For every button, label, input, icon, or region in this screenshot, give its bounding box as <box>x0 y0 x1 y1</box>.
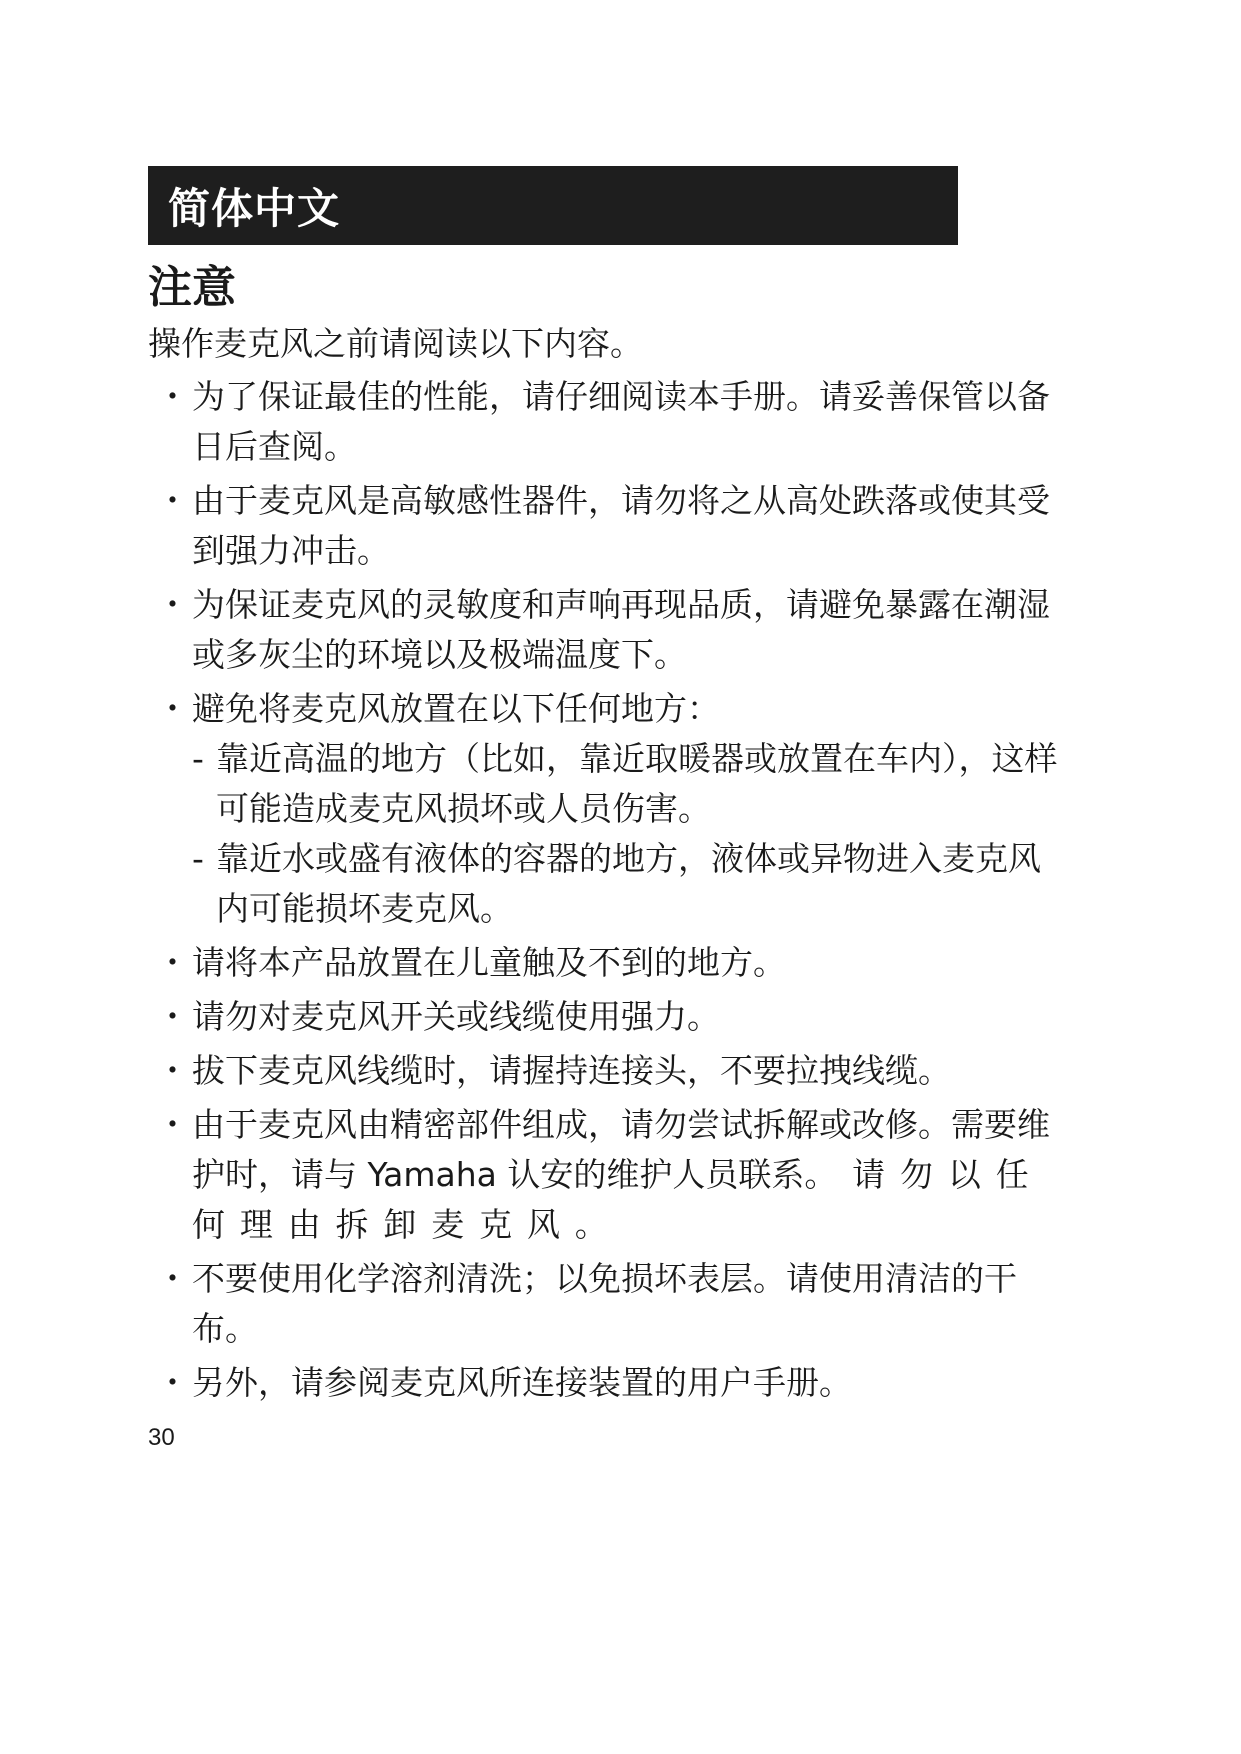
bullet-icon: ・ <box>156 997 189 1036</box>
list-item-text: 拔下麦克风线缆时，请握持连接头，不要拉拽线缆。 <box>192 1051 951 1090</box>
bullet-icon: ・ <box>156 1105 189 1144</box>
list-item-text-continued: 。请勿以任何理由拆卸麦克风。 <box>192 1155 1044 1244</box>
list-item-text: 请将本产品放置在儿童触及不到的地方。 <box>192 943 786 982</box>
list-item-text: 不要使用化学溶剂清洗；以免损坏表层。请使用清洁的干布。 <box>192 1259 1017 1348</box>
dash-icon: - <box>192 739 204 778</box>
intro-text: 操作麦克风之前请阅读以下内容。 <box>148 324 643 363</box>
list-item-text: 另外，请参阅麦克风所连接装置的用户手册。 <box>192 1363 852 1402</box>
list-item-text: 为了保证最佳的性能，请仔细阅读本手册。请妥善保管以备日后查阅。 <box>192 377 1050 466</box>
list-item-text: 请勿对麦克风开关或线缆使用强力。 <box>192 997 720 1036</box>
sub-item-text: 靠近水或盛有液体的容器的地方，液体或异物进入麦克风内可能损坏麦克风。 <box>216 839 1041 928</box>
dash-icon: - <box>192 839 204 878</box>
sub-item <box>192 734 1058 834</box>
list-item-text: 由于麦克风由精密部件组成，请勿尝试拆解或改修。需要维护时，请与 Yamaha 认安的维护人员联系 <box>192 1105 1050 1194</box>
list-item <box>148 1100 1058 1250</box>
bullet-icon: ・ <box>156 1051 189 1090</box>
list-item <box>148 1254 1058 1354</box>
section-heading: 注意 <box>148 262 236 313</box>
list-item <box>148 580 1058 680</box>
page-number: 30 <box>148 1424 175 1451</box>
bullet-icon: ・ <box>156 481 189 520</box>
bullet-icon: ・ <box>156 689 189 728</box>
list-item <box>148 1046 1058 1096</box>
list-item <box>148 992 1058 1042</box>
precaution-list <box>148 372 1058 1412</box>
bullet-icon: ・ <box>156 585 189 624</box>
list-item <box>148 476 1058 576</box>
list-item-text: 避免将麦克风放置在以下任何地方： <box>192 689 720 728</box>
list-item-text: 为保证麦克风的灵敏度和声响再现品质，请避免暴露在潮湿或多灰尘的环境以及极端温度下。 <box>192 585 1050 674</box>
bullet-icon: ・ <box>156 1259 189 1298</box>
list-item <box>148 938 1058 988</box>
sub-item-text: 靠近高温的地方（比如，靠近取暖器或放置在车内），这样可能造成麦克风损坏或人员伤害。 <box>216 739 1058 828</box>
list-item <box>148 1358 1058 1408</box>
bullet-icon: ・ <box>156 943 189 982</box>
sub-item <box>192 834 1058 934</box>
list-item <box>148 684 1058 934</box>
language-header-bar <box>148 166 958 245</box>
language-title: 简体中文 <box>168 183 341 233</box>
list-item-text: 由于麦克风是高敏感性器件，请勿将之从高处跌落或使其受到强力冲击。 <box>192 481 1050 570</box>
list-item <box>148 372 1058 472</box>
bullet-icon: ・ <box>156 1363 189 1402</box>
bullet-icon: ・ <box>156 377 189 416</box>
